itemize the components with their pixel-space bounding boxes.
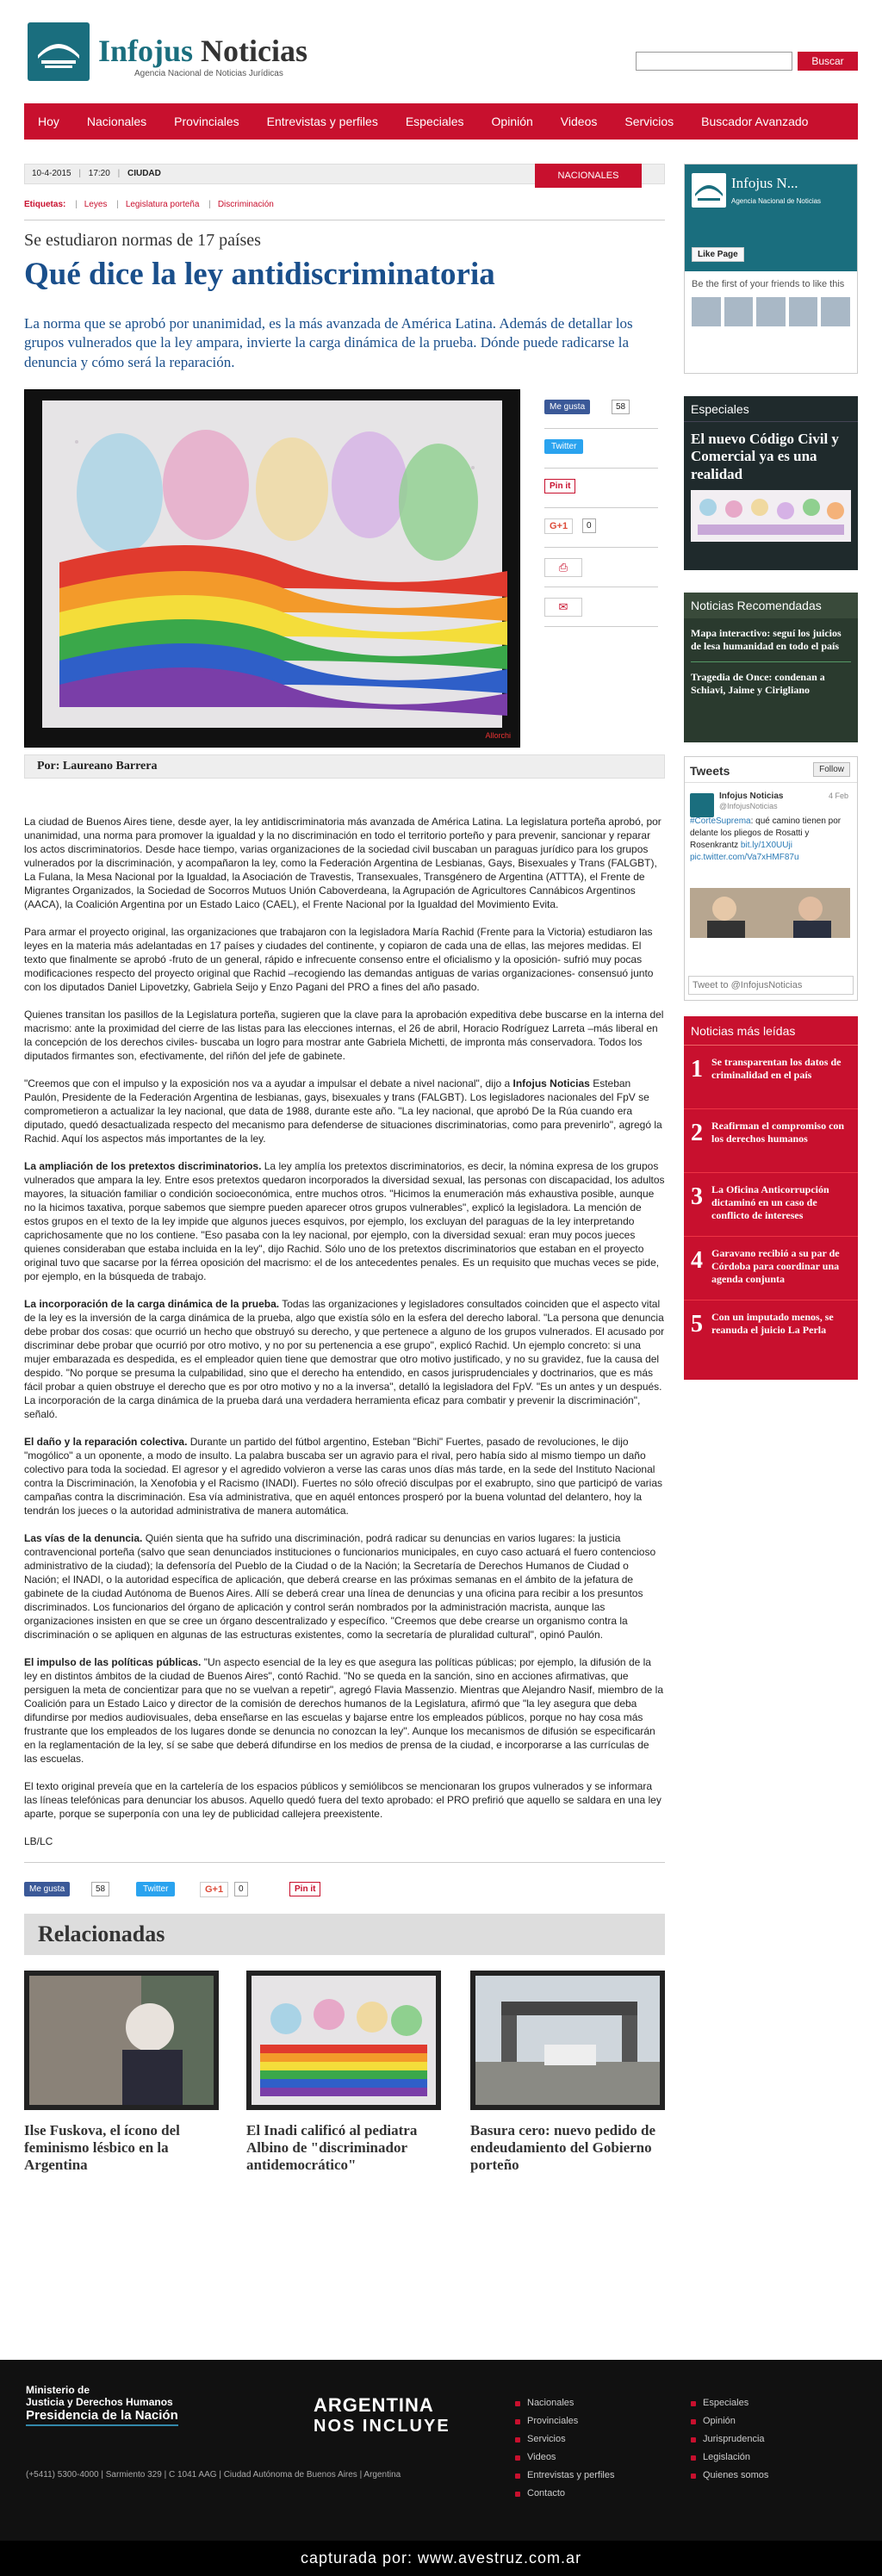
logo-accent-text: Noticias	[201, 34, 308, 68]
related-caption[interactable]: El Inadi calificó al pediatra Albino de "discriminador antidemocrático"	[246, 2121, 418, 2174]
email-icon[interactable]: ✉	[544, 598, 582, 617]
mas-leidas-item[interactable]	[684, 1173, 858, 1237]
article-date: 10-4-2015	[32, 169, 71, 178]
footer-links-1	[515, 2394, 614, 2503]
share-email	[544, 587, 658, 627]
mas-leidas-title[interactable]: Garavano recibió a su par de Córdoba para coordinar una agenda conjunta	[711, 1247, 840, 1285]
mas-leidas-title[interactable]: Con un imputado menos, se reanuda el juicio La Perla	[711, 1311, 834, 1336]
gplus-button[interactable]: G+1	[200, 1882, 228, 1897]
rank-number: 1	[691, 1056, 703, 1083]
tags-row: Etiquetas: | Leyes | Legislatura porteña | Discriminación	[24, 200, 274, 209]
especiales-image[interactable]	[691, 490, 851, 542]
body-paragraph: La ciudad de Buenos Aires tiene, desde ayer, la ley antidiscriminatoria más avanzada de América Latina. La legislatura porteña aprobó, por unanimidad, una norma para promover la igualdad y la no discriminación en todo el territorio porteño y para prevenir, sancionar y reparar los actos discriminatorios. Desde hace tiempo, varias organizaciones de la sociedad civil buscaban un paraguas jurídico para los grupos vulnerados por la discriminación, y acompañaron la ley, como la Federación Argentina de Lesbianas, Gays, Bisexuales y Trans (FALGBT), La Fulana, la Mesa Nacional por la Igualdad, la Asociación de Travestis, Transexuales, Transgénero de Argentina (ATTTA), el Frente de Migrantes Organizados, la Sociedad de Socorros Mutuos Unión Caboverdeana, la Agrupación de Agricultores Cannábicos Argentinos (AACA), la Coalición Argentina por un Estado Laico (CAEL), el Frente Nacional por la Igualdad del Movimiento Evita.	[24, 815, 662, 910]
pinterest-button[interactable]: Pin it	[544, 479, 575, 493]
presidencia-label[interactable]: Presidencia de la Nación	[26, 2408, 178, 2426]
especiales-header[interactable]: Especiales	[684, 396, 858, 422]
facebook-count: 58	[612, 400, 630, 414]
body-paragraph: Quienes transitan los pasillos de la Legislatura porteña, sugieren que la clave para la aprobación expeditiva debe buscarse en la interna del macrismo: ante la proximidad del cierre de las listas para las elecciones internas, el 26 de abril, Horacio Rodríguez Larreta –más liberal en la concepción de los derechos civiles- buscaba un logro para mostrar ante Gabriela Michetti, de impronta más conservadora. Todos los diputados firmantes son, efectivamente, del riñón del jefe de gabinete.	[24, 1008, 664, 1062]
paragraph-heading: El daño y la reparación colectiva.	[24, 1435, 188, 1448]
paragraph-bold: Infojus Noticias	[512, 1077, 590, 1089]
tweet-handle[interactable]: @InfojusNoticias	[719, 802, 778, 810]
footer-link[interactable]: Especiales	[691, 2394, 768, 2412]
related-card[interactable]	[470, 1971, 665, 2175]
recomendada-item[interactable]: Tragedia de Once: condenan a Schiavi, Jaime y Cirigliano	[691, 671, 825, 696]
photo-credit: Allorchi	[485, 730, 511, 740]
article-headline: Qué dice la ley antidiscriminatoria	[24, 257, 495, 292]
ministry-line: Ministerio de	[26, 2384, 90, 2396]
gplus-count: 0	[234, 1882, 248, 1896]
gplus-count: 0	[582, 518, 596, 533]
tweet-date[interactable]: 4 Feb	[828, 791, 848, 800]
footer-link[interactable]: Provinciales	[515, 2412, 614, 2430]
especiales-box	[684, 396, 858, 570]
footer-links-2	[691, 2394, 768, 2485]
rank-number: 4	[691, 1247, 703, 1274]
avatar[interactable]	[789, 297, 818, 326]
article-meta: 10-4-2015 | 17:20 | CIUDAD NACIONALES	[24, 164, 665, 184]
related-image[interactable]	[246, 1971, 441, 2110]
paragraph-heading: Las vías de la denuncia.	[24, 1531, 143, 1544]
mas-leidas-title[interactable]: Reafirman el compromiso con los derechos humanos	[711, 1120, 845, 1145]
nav-especiales[interactable]: Especiales	[405, 115, 464, 128]
especiales-title[interactable]: El nuevo Código Civil y Comercial ya es una realidad	[691, 431, 839, 482]
paragraph-heading: La incorporación de la carga dinámica de la prueba.	[24, 1297, 280, 1310]
avatar[interactable]	[692, 297, 721, 326]
tweet-text	[690, 816, 852, 864]
tweet-link[interactable]: bit.ly/1X0UUji	[740, 841, 792, 850]
article-column	[24, 164, 665, 2177]
recomendada-item[interactable]: Mapa interactivo: seguí los juicios de lesa humanidad en todo el país	[691, 627, 842, 652]
related-list	[24, 1971, 665, 2177]
body-paragraph	[24, 1159, 665, 1283]
footer-link[interactable]: Jurisprudencia	[691, 2430, 768, 2449]
nav-entrevistas[interactable]: Entrevistas y perfiles	[266, 115, 378, 128]
body-paragraph	[24, 1077, 665, 1145]
mas-leidas-item[interactable]	[684, 1109, 858, 1173]
facebook-page-widget	[684, 164, 858, 374]
share-twitter	[544, 429, 658, 469]
main-nav	[24, 103, 858, 140]
search-input[interactable]	[636, 52, 792, 71]
recomendadas-box	[684, 593, 858, 742]
footer-link[interactable]: Contacto	[515, 2485, 614, 2503]
tweet-image[interactable]	[690, 888, 850, 938]
site-header	[24, 0, 858, 103]
site-footer	[0, 2360, 882, 2541]
article-kicker: Se estudiaron normas de 17 países	[24, 231, 261, 250]
nav-videos[interactable]: Videos	[560, 115, 598, 128]
footer-link[interactable]: Servicios	[515, 2430, 614, 2449]
twitter-follow-button[interactable]: Follow	[813, 762, 850, 777]
twitter-widget	[684, 756, 858, 1001]
nav-opinion[interactable]: Opinión	[491, 115, 533, 128]
tag-link[interactable]: Leyes	[84, 200, 108, 209]
article-photo	[24, 389, 520, 748]
tag-link[interactable]: Legislatura porteña	[125, 200, 200, 209]
mas-leidas-title[interactable]: La Oficina Anticorrupción dictaminó en un caso de conflicto de intereses	[711, 1183, 829, 1221]
facebook-page-subtitle: Agencia Nacional de Noticias	[731, 197, 822, 205]
ministry-line: Justicia y Derechos Humanos	[26, 2396, 173, 2408]
footer-link[interactable]: Quienes somos	[691, 2467, 768, 2485]
rank-number: 3	[691, 1183, 703, 1210]
twitter-widget-title: Tweets	[690, 764, 730, 778]
tweet-reply-input[interactable]: Tweet to @InfojusNoticias	[688, 976, 854, 995]
paragraph-text: Durante un partido del fútbol argentino, Esteban "Bichi" Fuertes, pasado de revoluciones, le dijo "mogólico" a un oponente, a modo de insulto. La palabra buscaba ser un agravio para el rival, pero había sido al mismo tiempo un daño colectivo para toda la sociedad. El agresor y el agredido volvieron a verse las caras unos días más tarde, en la sede del Instituto Nacional contra la Discriminación, la Xenofobia y el Racismo (INADI). Fuertes no sólo ofreció disculpas por el exabrupto, sino que participó de varias campañas contra la discriminación. Esa vía administrativa, que en aquél entonces prosperó por la buena voluntad del delantero, hoy la tendrán los jueces o la autoridad administrativa de manera automática.	[24, 1435, 663, 1517]
share-gplus	[544, 508, 658, 548]
paragraph-text: "Un aspecto esencial de la ley es que asegura las políticas públicas; por ejemplo, la difusión de la ley en distintos ámbitos de la ciudad de Buenos Aires", contó Rachid. "No se queda en la sanción, sino en acciones afirmativas, que persiguen la meta de concientizar para que no se vuelvan a repetir", agregó Flavia Massenzio. Mientras que Alejandro Nasif, miembro de la Coalición para un Estado Laico y director de la comisión de derechos humanos de la Legislatura, afirmó que "la ley asegura que deba difundirse por medios audiovisuales, deba enseñarse en las escuelas y bajarse entre los empleados públicos, porque no hay cosa más frustrante que los empleados de los lugares donde se denuncia no conozcan la ley". Aunque los mecanismos de difusión se especificarán en la reglamentación de la ley, sí se sabe que deberá difundirse en los medios de prensa de la ciudad, e incorporarse a las currículas de las escuelas.	[24, 1655, 663, 1765]
logo-icon[interactable]	[28, 22, 90, 81]
nav-buscador[interactable]: Buscador Avanzado	[701, 115, 809, 128]
tags-label: Etiquetas:	[24, 200, 66, 209]
argentina-logo-text: ARGENTINA	[314, 2394, 434, 2416]
tweet-body: : qué camino tienen por delante los pliegos de Rosatti y Rosenkrantz	[690, 816, 842, 850]
share-pinterest	[544, 469, 658, 508]
paragraph-text: Esteban Paulón, Presidente de la Federación Argentina de lesbianas, gays, bisexuales y trans (FALGBT). Los legisladores nacionales del FpV se comprometieron a actualizar la ley nacional, que data de 1988, durante este año. "La ley nacional, que aprobó De la Rúa cuando era diputado, quedó desactualizada respecto del mecanismo para defenderse de situaciones discriminatorias, como para prevenirlo", agregó la Rachid. Aquí los aspectos más importantes de la ley.	[24, 1077, 662, 1145]
facebook-cover[interactable]	[685, 164, 857, 271]
author-byline: Por: Laureano Barrera	[24, 754, 665, 779]
article-category[interactable]: CIUDAD	[127, 169, 161, 178]
avatar[interactable]	[724, 297, 754, 326]
logo-main-text: Infojus	[98, 34, 194, 68]
avatar[interactable]	[690, 793, 714, 817]
body-paragraph	[24, 1297, 665, 1421]
facebook-page-title[interactable]: Infojus N...	[731, 175, 798, 191]
paragraph-text: Quién sienta que ha sufrido una discriminación, podrá radicar su denuncias en varios lugares: la justicia contravencional porteña (salvo que sean denunciados instituciones o funcionarios municipales, en cuyo caso actuará el fuero contencioso administrativo de la ciudad); la defensoría del Pueblo de la Ciudad o de la Nación; la Secretaría de Derechos Humanos de Ciudad o Nación; el INADI, o la autoridad específica de aplicación, que deberá crearse en las próximas semanas en el ámbito de la jefatura de gabinete de la ciudad Autónoma de Buenos Aires. Allí se deberá crear una línea de denuncias y una oficina para recibir a los presuntos discriminados. Los funcionarios del órgano de aplicación y control serán nombrados por la administración macrista, aunque las organizaciones insisten en que se cree un órgano descentralizado y específico. "Creemos que debe crearse un organismo contra la discriminación o se apliquen en algunas de las estructuras existentes, como la secretaría de pluralidad cultural", opinó Paulón.	[24, 1531, 656, 1641]
facebook-friend-thumbs	[685, 297, 857, 326]
paragraph-heading: El impulso de las políticas públicas.	[24, 1655, 202, 1668]
share-print	[544, 548, 658, 587]
print-icon[interactable]: ⎙	[544, 558, 582, 577]
share-column	[544, 389, 658, 627]
footer-link[interactable]: Entrevistas y perfiles	[515, 2467, 614, 2485]
avatar[interactable]	[821, 297, 850, 326]
facebook-count: 58	[91, 1882, 109, 1896]
article-signature: LB/LC	[24, 1834, 53, 1847]
body-paragraph	[24, 1435, 665, 1518]
article-lead: La norma que se aprobó por unanimidad, es la más avanzada de América Latina. Además de detallar los grupos vulnerados que la ley ampara, invierte la carga dinámica de la prueba. Dónde puede radicarse la denuncia y cómo será la reparación.	[24, 315, 633, 370]
facebook-like-page-button[interactable]: Like Page	[692, 247, 744, 262]
body-paragraph	[24, 1531, 665, 1642]
paragraph-text: La ley amplía los pretextos discriminatorios, es decir, la nómina expresa de los grupos vulnerados que ampara la ley. Entre esos pretextos quedaron incorporados la diversidad sexual, las personas con discapacidad, los adultos mayores, la situación familiar o condición socioeconómica, entre muchos otros. "Hicimos la enumeración más exhaustiva posible, aunque no la hicimos taxativa, porque sabemos que siempre pueden aparecer otros grupos vulnerables", explicó la legisladora. La mención de estos grupos en el texto de la ley impide que algunos jueces esquivos, por ejemplo, los excluyan del paraguas de la ley interpretando caprichosamente que no los contiene. "Eso pasaba con la ley nacional, por ejemplo, con la diversidad sexual: eran muy pocos jueces quienes consideraban que estaba incluida en la ley", dijo Rachid. Sólo uno de los pretextos discriminatorios que estaban en el proyecto original tuvo que sacarse por la férrea oposición del macrismo: el de los antecedentes penales. Es un requisito que muchas veces se pide, por ejemplo, en la búsqueda de trabajo.	[24, 1159, 665, 1282]
ministry-name[interactable]	[26, 2384, 173, 2408]
nav-hoy[interactable]: Hoy	[38, 115, 59, 128]
section-badge[interactable]: NACIONALES	[535, 164, 642, 188]
rank-number: 2	[691, 1120, 703, 1146]
site-subtitle: Agencia Nacional de Noticias Jurídicas	[134, 69, 283, 78]
body-paragraph: Para armar el proyecto original, las organizaciones que trabajaron con la legisladora María Rachid (Frente para la Victoria) estudiaron las leyes en la materia más adelantadas en 17 países y ciudades del continente, y copiaron de cada una de ellas, las mejores medidas. El texto que finalmente se aprobó -fruto de un general, rápido e infrecuente consenso entre el oficialismo y la oposición- sufrió muy pocas modificaciones respecto del proyecto original que Rachid –recogiendo las demandas antiguas de varias organizaciones- consensuó junto con los diputados Daniel Lipovetzky, Gabriela Seijo y Enzo Pagani del PRO a fines del año pasado.	[24, 925, 654, 993]
article-time: 17:20	[88, 169, 110, 178]
related-caption[interactable]: Basura cero: nuevo pedido de endeudamiento del Gobierno porteño	[470, 2121, 656, 2174]
related-card[interactable]	[246, 1971, 441, 2175]
footer-link[interactable]: Videos	[515, 2449, 614, 2467]
share-facebook	[544, 389, 658, 429]
paragraph-text: "Creemos que con el impulso y la exposición nos va a ayudar a impulsar el debate a nivel nacional", dijo a	[24, 1077, 513, 1089]
twitter-button[interactable]: Twitter	[136, 1882, 175, 1896]
mas-leidas-header: Noticias más leídas	[684, 1016, 858, 1046]
photo-row	[24, 389, 665, 751]
site-title[interactable]	[98, 33, 307, 69]
related-card[interactable]	[24, 1971, 219, 2175]
nav-servicios[interactable]: Servicios	[624, 115, 674, 128]
bottom-share-row	[24, 1862, 665, 1914]
capture-watermark: capturada por: www.avestruz.com.ar	[0, 2541, 882, 2576]
mas-leidas-item[interactable]	[684, 1237, 858, 1300]
tag-link[interactable]: Discriminación	[217, 200, 274, 209]
tweet-author[interactable]: Infojus Noticias	[719, 791, 784, 801]
pinterest-button[interactable]: Pin it	[289, 1882, 320, 1896]
footer-link[interactable]: Opinión	[691, 2412, 768, 2430]
sidebar	[684, 164, 858, 1380]
facebook-like-button[interactable]: Me gusta	[24, 1882, 70, 1896]
mas-leidas-box	[684, 1016, 858, 1380]
tweet-hashtag[interactable]: #CorteSuprema	[690, 816, 751, 826]
search-button[interactable]: Buscar	[798, 52, 858, 71]
argentina-logo-text: NOS INCLUYE	[314, 2417, 450, 2436]
paragraph-text: Todas las organizaciones y legisladores consultados coinciden que el aspecto vital de la ley es la inversión de la carga dinámica de la prueba, algo que existía sólo en la esfera del derecho laboral. "La persona que denuncia debe probar dos cosas: que ocurrió un hecho que obstruyó su derecho, y que pertenece a alguno de los grupos vulnerados. El acusado por discriminar debe probar que ocurrió por otro motivo, y no por su pertenencia a ese grupo", explicó Rachid. Un ejemplo concreto: si una mujer embarazada es despedida, es el empleador quien tiene que demostrar que otro motivo justificado, y no su gravidez, fue la causa del despido. "No porque se presuma la culpabilidad, sino que el derecho ha entendido, en casos jurisprudenciales y doctrinarios, que es más fácil probar a quien obstruye el derecho que es por otro motivo y no a la inversa", detalló la legisladora del FpV. "Es un antes y un después. La incorporación de la carga dinámica de la prueba dará una verdadera herramienta eficaz para combatir y prevenir la discriminación", señaló.	[24, 1297, 665, 1420]
avatar[interactable]	[756, 297, 786, 326]
related-image[interactable]	[24, 1971, 219, 2110]
rank-number: 5	[691, 1311, 703, 1338]
facebook-like-button[interactable]: Me gusta	[544, 400, 590, 414]
related-caption[interactable]: Ilse Fuskova, el ícono del feminismo lésbico en la Argentina	[24, 2121, 180, 2174]
nav-nacionales[interactable]: Nacionales	[86, 115, 147, 128]
twitter-button[interactable]: Twitter	[544, 439, 583, 454]
related-header: Relacionadas	[24, 1914, 665, 1955]
twitter-widget-header	[685, 757, 857, 783]
body-paragraph: El texto original preveía que en la cartelería de los espacios públicos y semiólibcos se mencionaran los grupos vulnerados y se informara las líneas telefónicas para denunciar los abusos. Aquello quedó fuera del texto aprobado: el PRO prefirió que aquello se saldara en una ley aparte, porque se superponía con una ley de publicidad callejera preexistente.	[24, 1779, 662, 1820]
footer-link[interactable]: Legislación	[691, 2449, 768, 2467]
tweet-link[interactable]: pic.twitter.com/Va7xHMF87u	[690, 853, 799, 862]
nav-provinciales[interactable]: Provinciales	[174, 115, 239, 128]
article-body	[24, 815, 665, 1848]
recomendadas-header[interactable]: Noticias Recomendadas	[684, 593, 858, 618]
rainbow-flag-illustration	[25, 390, 519, 747]
paragraph-heading: La ampliación de los pretextos discriminatorios.	[24, 1159, 262, 1172]
related-image[interactable]	[470, 1971, 665, 2110]
body-paragraph	[24, 1655, 665, 1766]
gplus-button[interactable]: G+1	[544, 518, 573, 534]
mas-leidas-title[interactable]: Se transparentan los datos de criminalidad en el país	[711, 1056, 842, 1081]
facebook-friends-text: Be the first of your friends to like this	[692, 279, 845, 289]
mas-leidas-item[interactable]	[684, 1046, 858, 1109]
footer-address: (+5411) 5300-4000 | Sarmiento 329 | C 1041 AAG | Ciudad Autónoma de Buenos Aires | Argentina	[26, 2470, 401, 2480]
footer-link[interactable]: Nacionales	[515, 2394, 614, 2412]
mas-leidas-item[interactable]	[684, 1300, 858, 1364]
logo-icon	[692, 173, 726, 208]
